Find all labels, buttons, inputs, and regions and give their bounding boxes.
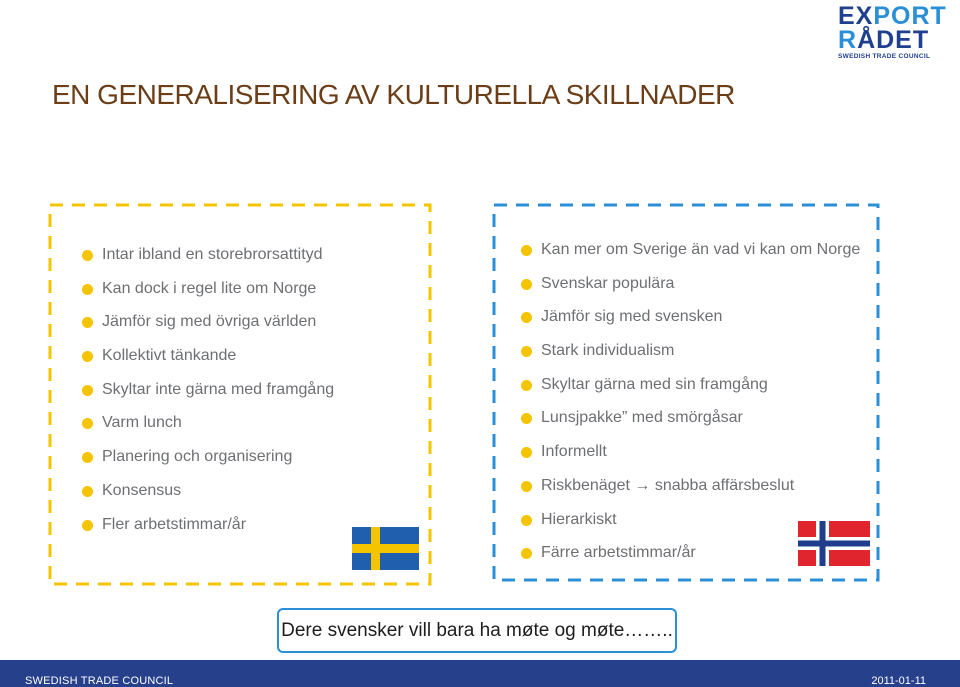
list-item-text: Lunsjpakke” med smörgåsar [541, 409, 743, 427]
list-item-text: Informellt [541, 443, 607, 461]
list-item-text: Jämför sig med svensken [541, 308, 723, 326]
logo-line-2 [838, 28, 938, 52]
bullet-icon [82, 385, 93, 396]
bullet-icon [521, 279, 532, 290]
list-item-text: Kan mer om Sverige än vad vi kan om Norge [541, 241, 861, 258]
list-item-text: Riskbenäget → snabba affärsbeslut [541, 476, 795, 494]
list-item-text: Skyltar inte gärna med framgång [102, 380, 335, 398]
list-item-text: Varm lunch [102, 414, 182, 432]
list-item [82, 312, 334, 346]
logo-subtitle: SWEDISH TRADE COUNCIL [838, 53, 931, 60]
list-item [82, 245, 334, 279]
list-item-text: Kan dock i regel lite om Norge [102, 279, 317, 297]
list-item [521, 375, 860, 409]
footer-organization: SWEDISH TRADE COUNCIL [25, 675, 174, 687]
sweden-traits-list [82, 245, 334, 548]
flag-sweden-icon [352, 527, 419, 570]
list-item-text: Svenskar populära [541, 274, 675, 292]
bullet-icon [521, 447, 532, 458]
bullet-icon [521, 548, 532, 559]
bullet-icon [82, 486, 93, 497]
bullet-icon [521, 413, 532, 424]
bullet-icon [82, 520, 93, 531]
list-item-text: Intar ibland en storebrorsattityd [102, 246, 323, 263]
bullet-icon [82, 284, 93, 295]
list-item [82, 279, 334, 313]
quote-box: Dere svensker vill bara ha møte og møte…….. [277, 608, 677, 653]
footer-date: 2011-01-11 [871, 675, 926, 687]
footer-bar [0, 660, 960, 687]
bullet-icon [82, 250, 93, 261]
list-item-text: Färre arbetstimmar/år [541, 544, 696, 562]
bullet-icon [521, 481, 532, 492]
logo-text-ex: EX [838, 2, 874, 30]
list-item [82, 515, 334, 549]
exportradet-logo [838, 2, 947, 60]
list-item [82, 413, 334, 447]
list-item-text: Skyltar gärna med sin framgång [541, 375, 768, 393]
list-item [82, 380, 334, 414]
logo-text-r: R [838, 26, 858, 54]
list-item-text: Hierarkiskt [541, 510, 617, 528]
bullet-icon [521, 245, 532, 256]
list-item [521, 274, 860, 308]
bullet-icon [82, 452, 93, 463]
list-item-text: Fler arbetstimmar/år [102, 515, 247, 533]
list-item [82, 481, 334, 515]
bullet-icon [521, 346, 532, 357]
list-item [82, 447, 334, 481]
logo-line-1 [838, 2, 947, 30]
list-item-text: Planering och organisering [102, 448, 293, 466]
list-item-text: Kollektivt tänkande [102, 347, 237, 365]
bullet-icon [82, 317, 93, 328]
list-item [521, 408, 860, 442]
page-title: EN GENERALISERING AV KULTURELLA SKILLNADER [52, 79, 735, 110]
bullet-icon [521, 380, 532, 391]
list-item [521, 307, 860, 341]
list-item [521, 341, 860, 375]
logo-text-port: PORT [873, 2, 947, 30]
list-item-text: Stark individualism [541, 342, 675, 360]
bullet-icon [521, 515, 532, 526]
bullet-icon [521, 312, 532, 323]
list-item [521, 442, 860, 476]
list-item [521, 240, 860, 274]
bullet-icon [82, 418, 93, 429]
list-item-text: Konsensus [102, 481, 182, 499]
bullet-icon [82, 351, 93, 362]
flag-norway-icon [798, 521, 870, 566]
list-item-text: Jämför sig med övriga världen [102, 313, 317, 331]
list-item [82, 346, 334, 380]
list-item [521, 476, 860, 510]
logo-text-adet: ÅDET [857, 26, 930, 54]
